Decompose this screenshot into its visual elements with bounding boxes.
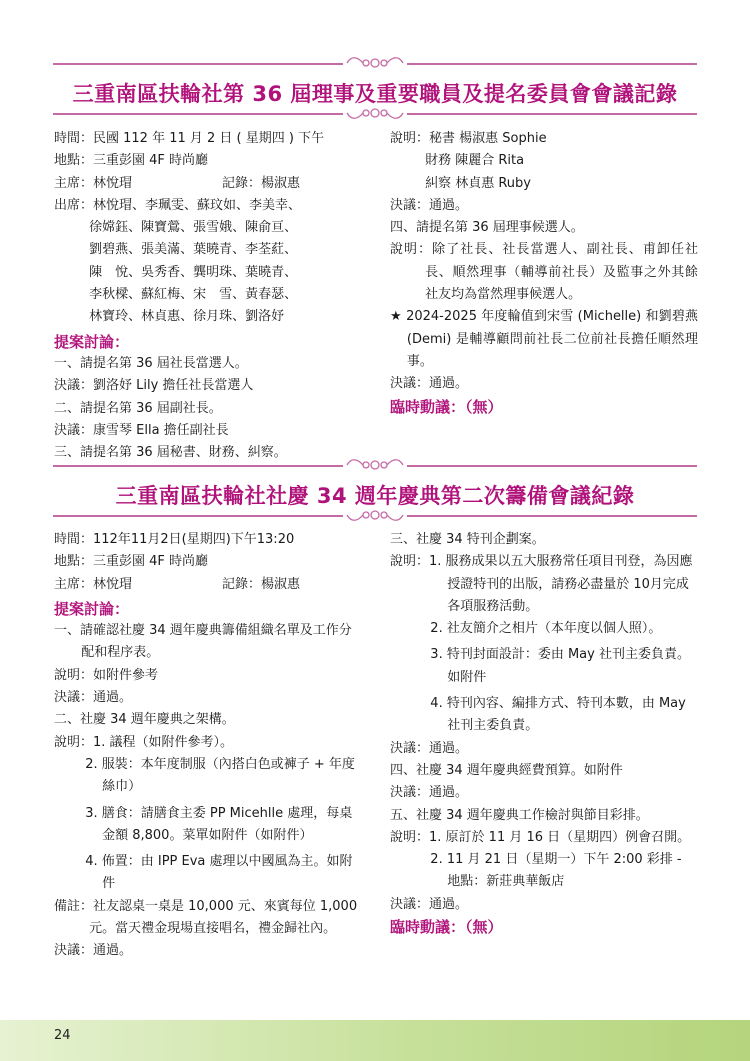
divider (407, 63, 697, 65)
meeting2-left-column (54, 529, 364, 963)
agenda-item: 五、社慶 34 週年慶典工作檢討與節目彩排。 (390, 807, 649, 823)
attendees-line: 李秋樑、蘇紅梅、宋 雪、黃春瑟、 (89, 287, 298, 303)
chair-text: 主席：林悅瑁 (54, 175, 133, 191)
attendees-line: 劉碧燕、張美滿、葉曉青、李荃葒、 (89, 242, 298, 258)
divider (53, 63, 343, 65)
explanation: 說明：除了社長、社長當選人、副社長、甫卸任社長、順然理事（輔導前社長）及監事之外其餘社友均為當然理事候選人。 (390, 242, 698, 303)
section-heading: 臨時動議：（無） (390, 397, 503, 416)
agenda-item: 四、請提名第 36 屆理事候選人。 (390, 220, 584, 236)
section-title: 三重南區扶輪社社慶 34 週年慶典第二次籌備會議紀錄 (115, 484, 635, 508)
explanation-item: 4. 佈置：由 IPP Eva 處理以中國風為主。如附件 (85, 854, 353, 892)
star-note: ★ 2024-2025 年度輪值到宋雪 (Michelle) 和劉碧燕 (Demi) 是輔導顧問前社長二位前社長擔任順然理事。 (390, 309, 698, 369)
meeting1-left-column (54, 128, 374, 464)
chair-line (54, 574, 364, 596)
divider (53, 465, 343, 467)
explanation: 說明：秘書 楊淑惠 Sophie (390, 131, 547, 146)
location-line: 地點：三重彭園 4F 時尚廳 (54, 554, 209, 570)
page-title: 三重南區扶輪社第 36 屆理事及重要職員及提名委員會會議記錄 (72, 82, 678, 106)
section-heading: 提案討論： (54, 599, 130, 618)
chair-text: 主席：林悅瑁 (54, 576, 133, 592)
resolution: 決議：通過。 (54, 943, 133, 959)
divider (407, 515, 697, 517)
chair-line (54, 173, 374, 195)
time-line: 時間：112年11月2日(星期四)下午13:20 (54, 532, 295, 547)
explanation-item: 2. 11 月 21 日（星期一）下午 2:00 彩排 - 地點：新莊典華飯店 (430, 852, 682, 890)
explanation: 說明：1. 原訂於 11 月 16 日（星期四）例會召開。 (390, 829, 691, 845)
explanation: 說明：如附件參考 (54, 667, 159, 683)
top-ornament-icon (345, 456, 405, 474)
agenda-item: 四、社慶 34 週年慶典經費預算。如附件 (390, 762, 623, 778)
explanation: 說明：1. 服務成果以五大服務常任項目刊登，為因應授證特刊的出版，請務必盡量於 10月完成各項服務活動。 (390, 554, 693, 614)
divider (407, 113, 697, 115)
attendees-line: 陳 悅、吳秀香、龔明珠、葉曉青、 (89, 264, 298, 280)
top-ornament-icon (345, 54, 405, 72)
section-heading: 臨時動議：（無） (390, 918, 503, 937)
explanation-item: 2. 服裝：本年度制服（內搭白色或褲子 + 年度絲巾） (85, 756, 355, 795)
resolution: 決議：通過。 (54, 690, 133, 706)
bottom-ornament-icon (345, 506, 405, 524)
resolution: 決議：康雪琴 Ella 擔任副社長 (54, 422, 229, 438)
explanation-item: 4. 特刊內容、編排方式、特刊本數，由 May 社刊主委負責。 (430, 696, 686, 734)
explanation: 說明：1. 議程（如附件參考）。 (54, 734, 234, 750)
meeting2-right-column (390, 529, 698, 938)
page-number: 24 (54, 1028, 71, 1043)
resolution: 決議：通過。 (390, 896, 469, 912)
meeting1-right-column (390, 128, 698, 418)
resolution: 決議：通過。 (390, 785, 469, 801)
resolution: 決議：劉洛妤 Lily 擔任社長當選人 (54, 378, 254, 394)
resolution: 決議：通過。 (390, 197, 469, 213)
bottom-ornament-icon (345, 104, 405, 122)
recorder-text: 記錄：楊淑惠 (222, 175, 301, 191)
recorder-text: 記錄：楊淑惠 (222, 576, 301, 592)
explanation-line: 財務 陳麗合 Rita (425, 153, 525, 169)
agenda-item: 一、請提名第 36 屆社長當選人。 (54, 355, 248, 371)
location-line: 地點：三重彭園 4F 時尚廳 (54, 153, 209, 169)
agenda-item: 二、請提名第 36 屆副社長。 (54, 400, 222, 416)
footer-band (0, 1020, 750, 1061)
attendees-line: 徐嫦鈺、陳寶鶯、張雪娥、陳俞亘、 (89, 220, 298, 236)
explanation-line: 糾察 林貞惠 Ruby (425, 175, 531, 191)
agenda-item: 三、請提名第 36 屆秘書、財務、糾察。 (54, 445, 287, 461)
remark: 備註：社友認桌一桌是 10,000 元、來賓每位 1,000 元。當天禮金現場直接唱名，禮金歸社內。 (54, 898, 358, 937)
agenda-item: 三、社慶 34 特刊企劃案。 (390, 532, 545, 547)
attendees-line: 出席：林悅瑁、李珮雯、蘇玟如、李美幸、 (54, 197, 302, 213)
divider (53, 113, 343, 115)
resolution: 決議：通過。 (390, 740, 469, 756)
attendees-line: 林寶玲、林貞惠、徐月珠、劉洛妤 (89, 309, 285, 325)
explanation-item: 3. 膳食：請膳食主委 PP Micehlle 處理，每桌金額 8,800。菜單如附件（如附件） (85, 805, 353, 843)
agenda-item: 二、社慶 34 週年慶典之架構。 (54, 712, 235, 728)
time-line: 時間：民國 112 年 11 月 2 日 ( 星期四 ) 下午 (54, 131, 325, 146)
agenda-item: 一、請確認社慶 34 週年慶典籌備組織名單及工作分配和程序表。 (54, 623, 352, 661)
explanation-item: 2. 社友簡介之相片（本年度以個人照）。 (430, 621, 662, 637)
divider (53, 515, 343, 517)
resolution: 決議：通過。 (390, 376, 469, 392)
explanation-item: 3. 特刊封面設計：委由 May 社刊主委負責。如附件 (430, 647, 690, 685)
divider (407, 465, 697, 467)
section-heading: 提案討論： (54, 332, 130, 351)
